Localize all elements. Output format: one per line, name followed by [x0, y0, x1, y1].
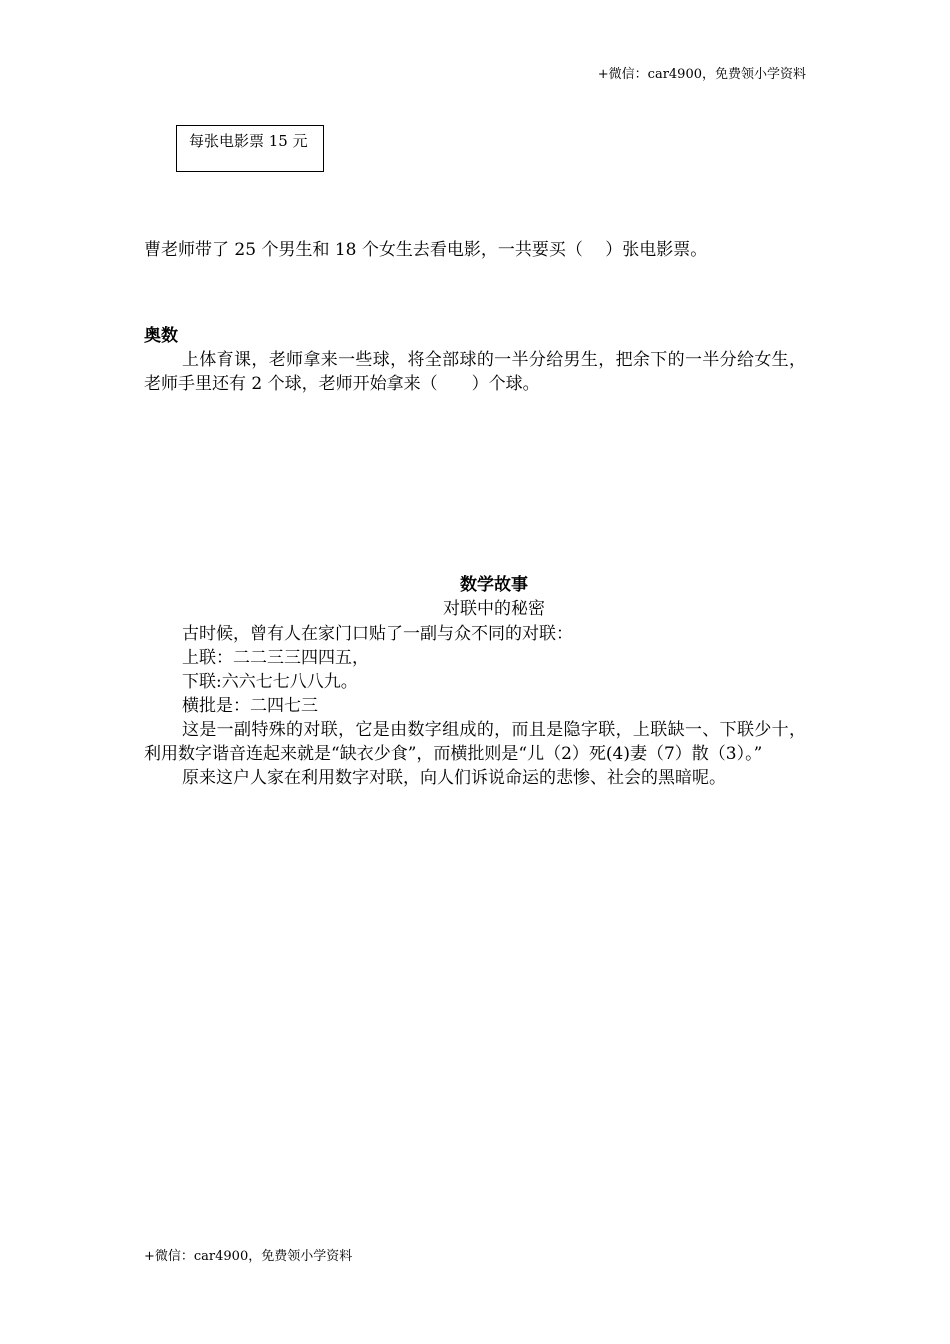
story-title: 数学故事 — [460, 575, 528, 595]
olympiad-title: 奥数 — [144, 326, 178, 346]
story-paragraph: 上联：二二三三四四五， — [182, 648, 369, 668]
story-subtitle: 对联中的秘密 — [443, 599, 545, 619]
story-paragraph: 古时候，曾有人在家门口贴了一副与众不同的对联： — [182, 624, 573, 644]
story-paragraph: 这是一副特殊的对联，它是由数字组成的，而且是隐字联，上联缺一、下联少十，利用数字谐音连起来就是“缺衣少食”，而横批则是“儿（2）死(4)妻（7）散（3）。” — [144, 720, 806, 764]
story-paragraph: 下联:六六七七八八九。 — [182, 672, 358, 692]
story-body — [144, 622, 806, 790]
story-paragraph: 原来这户人家在利用数字对联，向人们诉说命运的悲惨、社会的黑暗呢。 — [182, 768, 726, 788]
olympiad-question: 上体育课，老师拿来一些球，将全部球的一半分给男生，把余下的一半分给女生，老师手里还有 2 个球，老师开始拿来（ ）个球。 — [144, 350, 806, 394]
question-movie-tickets: 曹老师带了 25 个男生和 18 个女生去看电影，一共要买（ ）张电影票。 — [144, 240, 708, 260]
header-watermark-note: +微信：car4900，免费领小学资料 — [597, 67, 806, 82]
price-box: 每张电影票 15 元 — [176, 125, 324, 172]
story-paragraph: 横批是：二四七三 — [182, 696, 318, 716]
footer-watermark-note: +微信：car4900，免费领小学资料 — [144, 1249, 353, 1264]
